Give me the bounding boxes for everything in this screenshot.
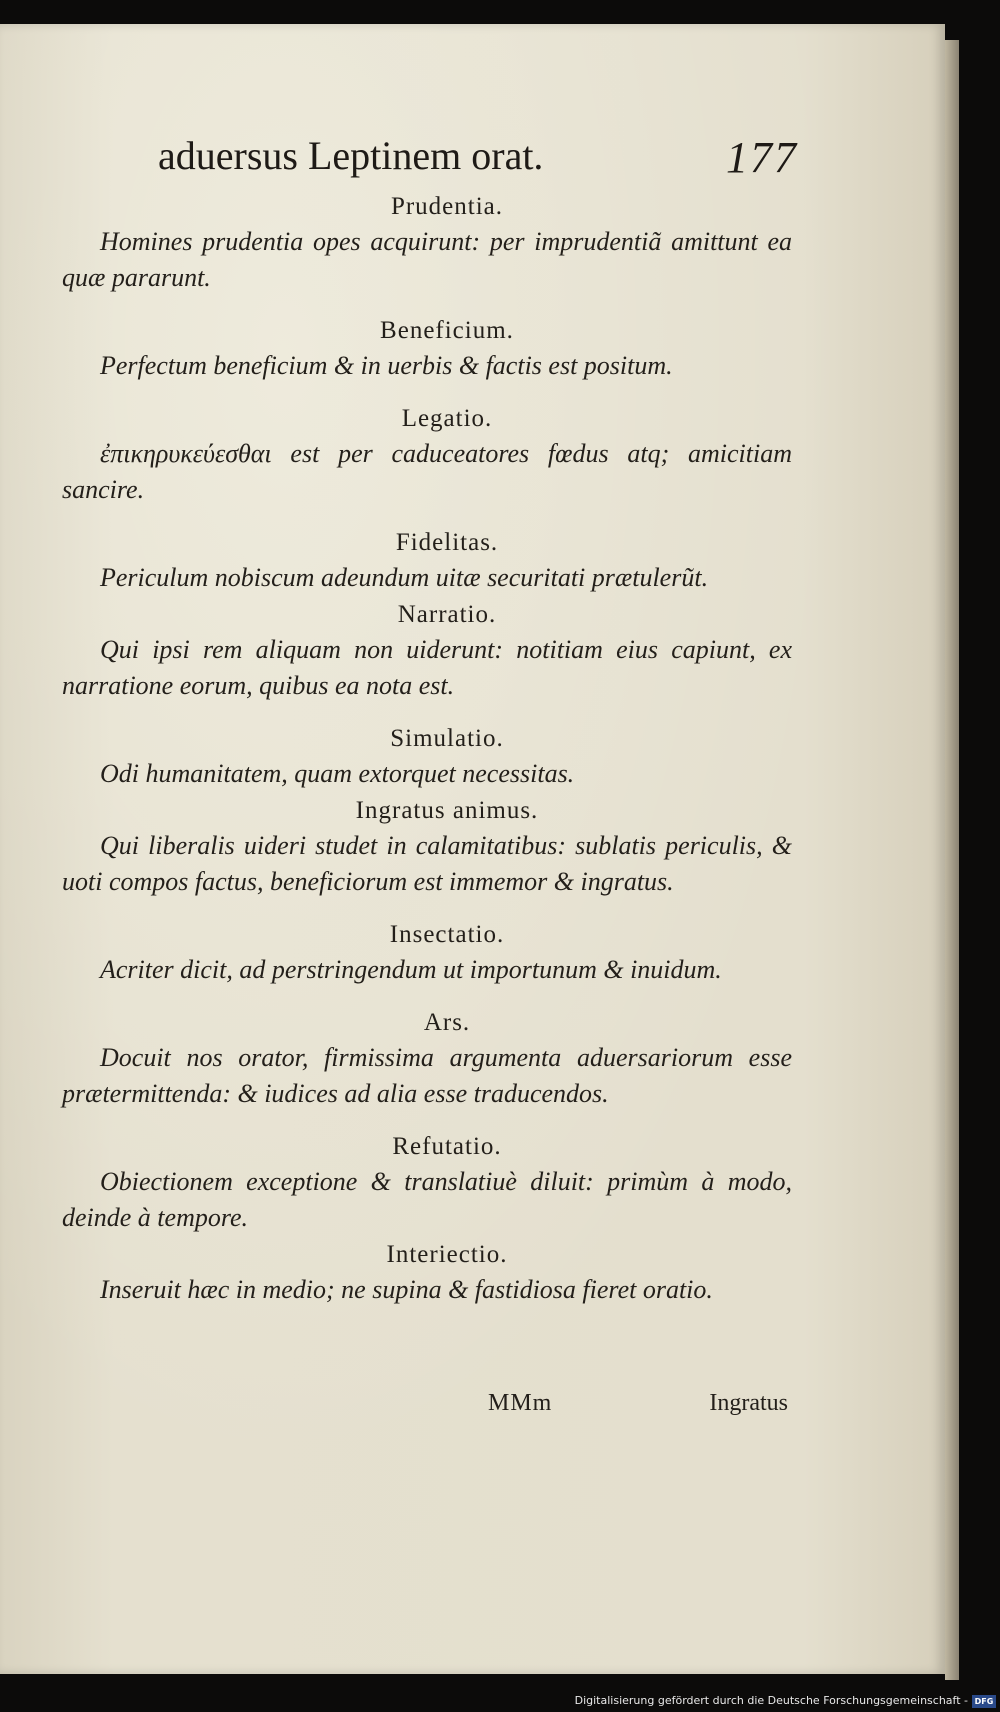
entry-prudentia [62,190,792,296]
entry-beneficium [62,314,792,384]
signature-mark: MMm [488,1390,553,1416]
entry-simulatio [62,722,792,792]
entry-fidelitas [62,526,792,596]
entry-heading: Prudentia. [390,193,504,220]
entry-insectatio [62,918,792,988]
entry-text: Periculum nobiscum adeundum uitæ securitati prætulerũt. [100,563,709,592]
entry-interiectio [62,1238,792,1308]
entry-text: Qui ipsi rem aliquam non uiderunt: notitiam eius capiunt, ex narratione eorum, quibus ea nota est. [62,635,792,700]
entry-ingratus-animus [62,794,792,900]
page-footer [488,1390,788,1430]
entry-text: Obiectionem exceptione & translatiuè diluit: primùm à modo, deinde à tempore. [62,1167,792,1232]
entry-refutatio [62,1130,792,1236]
entry-heading: Legatio. [401,405,493,432]
entry-narratio [62,598,792,704]
entry-text: Acriter dicit, ad perstringendum ut importunum & inuidum. [100,955,722,984]
running-title: aduersus Leptinem orat. [158,133,544,178]
entry-text: Qui liberalis uideri studet in calamitatibus: sublatis periculis, & uoti compos factus, beneficiorum est immemor & ingratus. [62,831,792,896]
entry-text: Odi humanitatem, quam extorquet necessitas. [100,759,575,788]
entry-heading: Ars. [423,1009,471,1036]
digitization-credit: Digitalisierung gefördert durch die Deutsche Forschungsgemeinschaft - [574,1694,968,1707]
page-header [158,132,798,192]
page-edge [945,40,959,1680]
entry-heading: Narratio. [397,601,497,628]
catchword: Ingratus [709,1390,788,1416]
entry-text: Homines prudentia opes acquirunt: per imprudentiã amittunt ea quæ pararunt. [62,227,792,292]
entry-ars [62,1006,792,1112]
entry-legatio [62,402,792,508]
entry-heading: Simulatio. [390,725,504,752]
entry-heading: Interiectio. [386,1241,508,1268]
entry-heading: Refutatio. [392,1133,502,1160]
entry-heading: Insectatio. [389,921,505,948]
entry-heading: Ingratus animus. [355,797,539,824]
page-body [62,190,792,1326]
entry-heading: Beneficium. [380,317,514,344]
entry-text: Perfectum beneficium & in uerbis & factis est positum. [100,351,673,380]
entry-text: Inseruit hæc in medio; ne supina & fastidiosa fieret oratio. [100,1275,713,1304]
page-number: 177 [726,133,798,182]
dfg-logo-icon: DFG [972,1695,996,1708]
credit-bar [0,1692,1000,1712]
entry-heading: Fidelitas. [395,529,499,556]
entry-text: ἐπικηρυκεύεσθαι est per caduceatores fœdus atq; amicitiam sancire. [62,439,792,504]
entry-text: Docuit nos orator, firmissima argumenta aduersariorum esse prætermittenda: & iudices ad alia esse traducendos. [62,1043,792,1108]
